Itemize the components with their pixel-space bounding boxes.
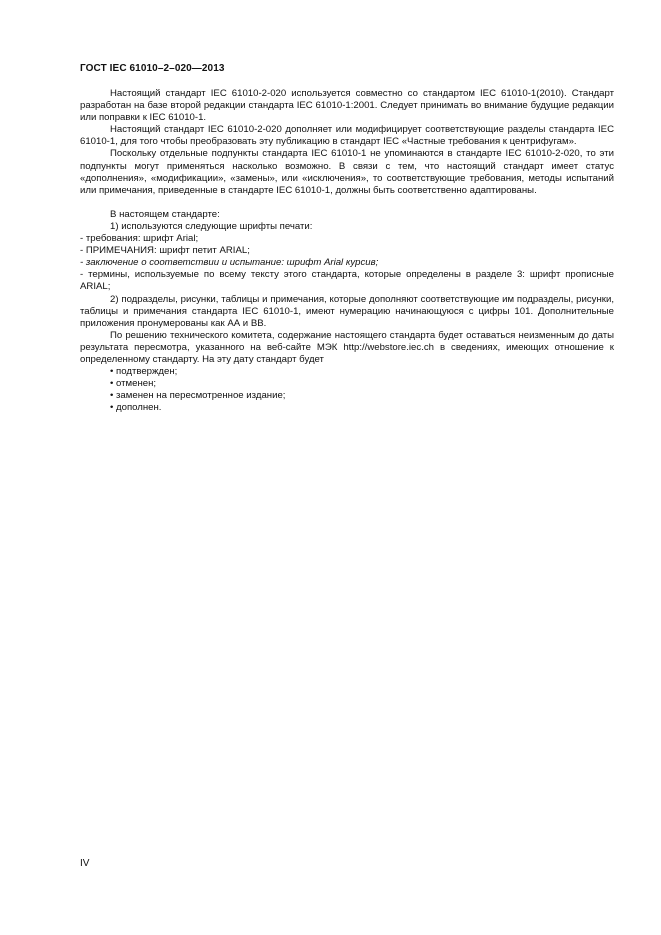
intro-paragraph-1: Настоящий стандарт IEC 61010-2-020 используется совместно со стандартом IEC 61010-1(2010). Стандарт разработан на базе второй редакции стандарта IEC 61010-1:2001. Следует принимать во внимание будущие редакции или поправки к IEC 61010-1. [80, 88, 614, 124]
font-terms-line: - термины, используемые по всему тексту этого стандарта, которые определены в разделе 3: шрифт прописные ARIAL; [80, 269, 614, 293]
page-number: IV [80, 858, 90, 869]
conventions-item-2: 2) подразделы, рисунки, таблицы и примечания, которые дополняют соответствующие им подразделы, рисунки, таблицы и примечания стандарта IEC 61010-1, имеют нумерацию начинающуюся с цифры 101. Дополнительные приложения пронумерованы как АА и ВВ. [80, 293, 614, 329]
font-requirements-line: - требования: шрифт Arial; [80, 233, 199, 245]
intro-paragraph-2: Настоящий стандарт IEC 61010-2-020 дополняет или модифицирует соответствующие разделы стандарта IEC 61010-1, для того чтобы преобразовать эту публикацию в стандарт IEC «Частные требования к центрифугам». [80, 124, 614, 148]
status-list-item: • подтвержден; [110, 366, 178, 378]
committee-paragraph: По решению технического комитета, содержание настоящего стандарта будет оставаться неизменным до даты результата пересмотра, указанного на веб-сайте МЭК http://webstore.iec.ch в сведениях, имеющих отношение к определенному стандарту. На эту дату стандарт будет [80, 329, 614, 365]
paragraph-spacer [80, 197, 614, 209]
intro-paragraph-3: Поскольку отдельные подпункты стандарта IEC 61010-1 не упоминаются в стандарте IEC 61010-2-020, то эти подпункты могут применяться насколько возможно. В связи с тем, что настоящий стандарт имеет статус «дополнения», «модификации», «замены», или «исключения», то соответствующие требования, методы испытаний или примечания, приведенные в стандарте IEC 61010-1, должны быть соответственно адаптированы. [80, 148, 614, 196]
conventions-intro: В настоящем стандарте: [110, 208, 220, 220]
document-body [80, 88, 614, 414]
status-list-item: • заменен на пересмотренное издание; [110, 390, 286, 402]
font-notes-line: - ПРИМЕЧАНИЯ: шрифт петит ARIAL; [80, 245, 250, 257]
status-list-item: • отменен; [110, 378, 157, 390]
document-header-title: ГОСТ IEC 61010–2–020—2013 [80, 63, 225, 74]
conventions-item-1: 1) используются следующие шрифты печати: [110, 220, 313, 232]
status-list-item: • дополнен. [110, 402, 162, 414]
font-conformity-line: - заключение о соответствии и испытание: шрифт Arial курсив; [80, 257, 379, 269]
